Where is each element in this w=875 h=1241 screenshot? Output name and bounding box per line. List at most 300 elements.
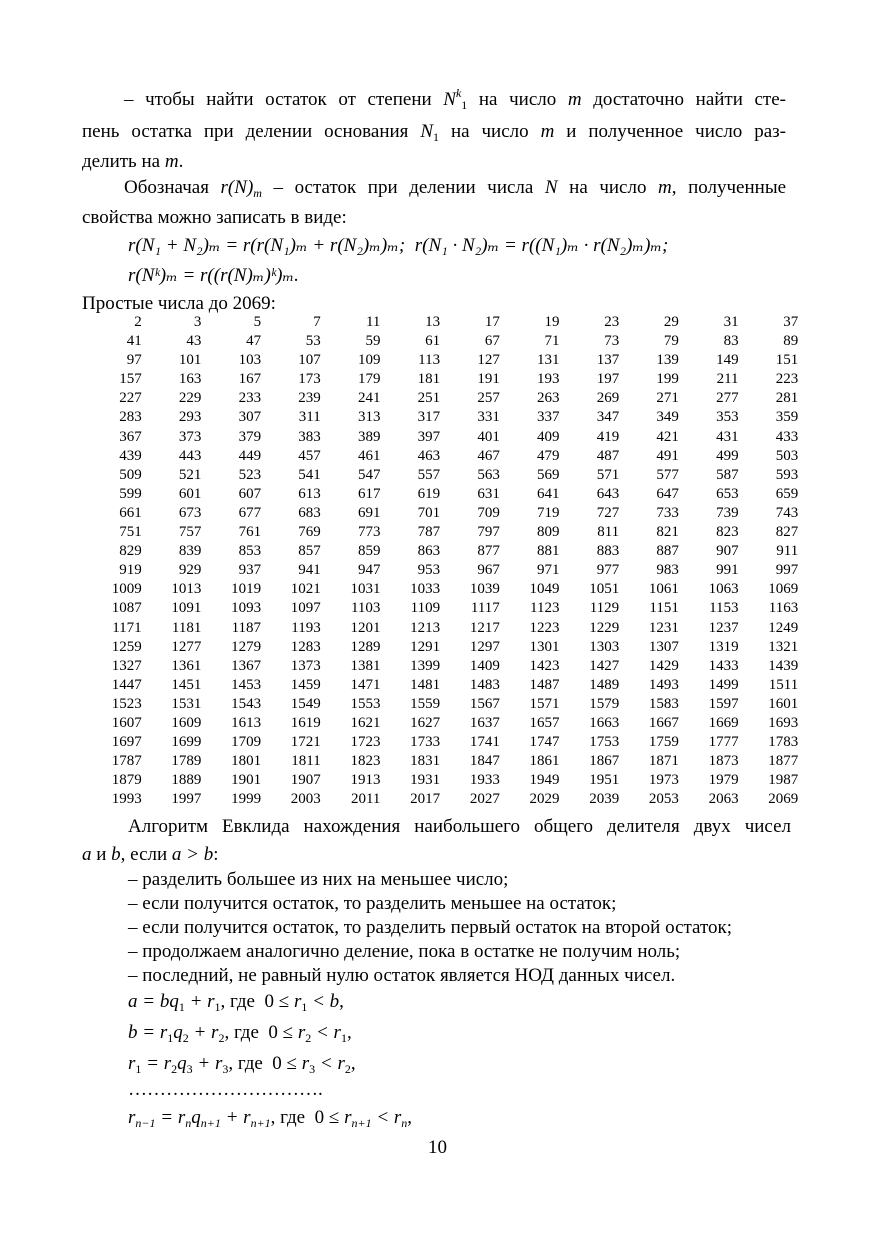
- prime-cell: 547: [357, 466, 381, 483]
- prime-cell: 241: [357, 390, 381, 407]
- prime-cell: 383: [298, 428, 321, 445]
- prime-cell: 127: [477, 352, 500, 369]
- prime-cell: 1619: [290, 714, 321, 731]
- prime-cell: 1063: [708, 581, 739, 598]
- prime-cell: 11: [365, 314, 381, 330]
- prime-cell: 1567: [469, 695, 500, 712]
- prime-cell: 89: [783, 333, 799, 350]
- prime-cell: 1283: [290, 638, 321, 655]
- prime-cell: 1979: [708, 772, 739, 789]
- prime-cell: 1429: [648, 657, 679, 674]
- prime-cell: 1951: [589, 772, 620, 789]
- primes-row: [82, 332, 798, 351]
- primes-row: [82, 714, 798, 733]
- text-line: [128, 815, 791, 839]
- primes-row: [82, 466, 798, 485]
- prime-cell: 199: [656, 371, 679, 388]
- formula-1: [128, 234, 668, 258]
- prime-cell: 727: [596, 504, 620, 521]
- prime-cell: 1873: [708, 753, 739, 770]
- prime-cell: 1583: [648, 695, 679, 712]
- prime-cell: 1087: [111, 600, 142, 617]
- prime-cell: 743: [775, 504, 799, 521]
- text-span: где: [237, 1053, 263, 1074]
- algorithm-step: [128, 892, 616, 916]
- prime-cell: 191: [477, 371, 500, 388]
- prime-cell: 173: [298, 371, 321, 388]
- prime-cell: 1321: [768, 638, 799, 655]
- prime-cell: 919: [119, 562, 142, 579]
- prime-cell: 1543: [231, 695, 262, 712]
- prime-cell: 1291: [410, 638, 441, 655]
- prime-cell: 71: [544, 333, 560, 350]
- prime-cell: 757: [178, 524, 202, 541]
- primes-row: [82, 485, 798, 504]
- prime-cell: 541: [298, 466, 321, 483]
- prime-cell: 181: [417, 371, 441, 388]
- primes-row: [82, 599, 798, 618]
- prime-cell: 1231: [648, 619, 679, 636]
- text-span: ………………………….: [128, 1079, 323, 1100]
- prime-cell: 349: [656, 409, 679, 426]
- prime-cell: 2003: [290, 791, 321, 808]
- prime-cell: 1439: [768, 657, 799, 674]
- prime-cell: 1453: [231, 676, 262, 693]
- prime-cell: 2011: [350, 791, 381, 808]
- prime-cell: 1699: [171, 734, 202, 751]
- prime-cell: 673: [178, 504, 202, 521]
- prime-cell: 853: [238, 543, 262, 560]
- prime-cell: 1019: [231, 581, 262, 598]
- text-span: – остаток при делении числа: [273, 177, 534, 198]
- prime-cell: 1109: [410, 600, 441, 617]
- text-span: Алгоритм Евклида нахождения наибольшего общего делителя двух чисел: [128, 816, 791, 837]
- prime-cell: 223: [775, 371, 799, 388]
- prime-cell: 1471: [350, 676, 381, 693]
- prime-cell: 2053: [648, 791, 679, 808]
- prime-cell: 877: [477, 543, 500, 560]
- prime-cell: 59: [365, 333, 381, 350]
- prime-cell: 1451: [171, 676, 202, 693]
- euclid-formula-1: $a = bq_1 + r_1$, где $0 \le r_1 < b$,: [128, 991, 344, 1014]
- prime-cell: 883: [596, 543, 620, 560]
- prime-cell: 311: [298, 409, 321, 426]
- prime-cell: 827: [775, 524, 799, 541]
- prime-cell: 457: [298, 447, 321, 464]
- prime-cell: 953: [417, 562, 441, 579]
- prime-cell: 313: [357, 409, 381, 426]
- prime-cell: 1123: [530, 600, 560, 617]
- prime-cell: 239: [298, 390, 321, 407]
- prime-cell: 229: [178, 390, 202, 407]
- primes-row: [82, 561, 798, 580]
- prime-cell: 443: [178, 447, 202, 464]
- prime-cell: 467: [477, 447, 500, 464]
- prime-cell: 401: [477, 428, 500, 445]
- formula-power: r(Nᵏ)ₘ = r((r(N)ₘ)ᵏ)ₘ.: [128, 265, 299, 286]
- prime-cell: 1217: [469, 619, 500, 636]
- primes-row: [82, 428, 798, 447]
- prime-cell: 863: [417, 543, 441, 560]
- text-span: – разделить большее из них на меньшее число;: [128, 869, 509, 890]
- prime-cell: 1499: [708, 676, 739, 693]
- prime-cell: 1303: [589, 638, 620, 655]
- prime-cell: 293: [178, 409, 202, 426]
- prime-cell: 733: [656, 504, 679, 521]
- prime-cell: 2017: [410, 791, 441, 808]
- prime-cell: 577: [656, 466, 679, 483]
- prime-cell: 233: [238, 390, 262, 407]
- prime-cell: 1423: [529, 657, 560, 674]
- prime-cell: 1427: [589, 657, 620, 674]
- text-span: на число: [569, 177, 647, 198]
- prime-cell: 1289: [350, 638, 381, 655]
- prime-cell: 179: [357, 371, 381, 388]
- prime-cell: 3: [193, 314, 202, 330]
- prime-cell: 1597: [708, 695, 739, 712]
- prime-cell: 197: [596, 371, 620, 388]
- prime-cell: 1987: [768, 772, 799, 789]
- math-m: m: [164, 151, 179, 172]
- prime-cell: 47: [246, 333, 262, 350]
- prime-cell: 1759: [648, 734, 679, 751]
- prime-cell: 1999: [231, 791, 262, 808]
- prime-cell: 1879: [111, 772, 142, 789]
- prime-cell: 1789: [171, 753, 202, 770]
- prime-cell: 997: [775, 562, 799, 579]
- prime-cell: 907: [716, 543, 739, 560]
- euclid-formula-2: $b = r_1q_2 + r_2$, где $0 \le r_2 < r_1$,: [128, 1022, 352, 1045]
- prime-cell: 601: [178, 485, 202, 502]
- prime-cell: 1409: [469, 657, 500, 674]
- prime-cell: 523: [238, 466, 262, 483]
- prime-cell: 269: [596, 390, 620, 407]
- primes-row: [82, 619, 798, 638]
- prime-cell: 1877: [768, 753, 799, 770]
- formula-product: r(N₁ · N₂)ₘ = r((N₁)ₘ · r(N₂)ₘ)ₘ;: [414, 235, 669, 256]
- prime-cell: 31: [723, 314, 739, 330]
- prime-cell: 277: [716, 390, 739, 407]
- prime-cell: 1831: [410, 753, 441, 770]
- prime-cell: 1259: [111, 638, 142, 655]
- prime-cell: 2063: [708, 791, 739, 808]
- prime-cell: 2029: [529, 791, 560, 808]
- prime-cell: 19: [544, 314, 560, 330]
- math-a-gt-b: a > b: [171, 844, 214, 865]
- prime-cell: 857: [298, 543, 321, 560]
- prime-cell: 563: [477, 466, 500, 483]
- prime-cell: 1907: [290, 772, 321, 789]
- primes-row: [82, 447, 798, 466]
- prime-cell: 1307: [648, 638, 679, 655]
- primes-row: [82, 733, 798, 752]
- prime-cell: 1097: [290, 600, 321, 617]
- prime-cell: 719: [537, 504, 560, 521]
- prime-cell: 1021: [290, 581, 321, 598]
- prime-cell: 2039: [589, 791, 620, 808]
- prime-cell: 811: [597, 524, 620, 541]
- prime-cell: 1187: [231, 619, 262, 636]
- prime-cell: 1279: [231, 638, 262, 655]
- prime-cell: 2: [134, 314, 142, 330]
- prime-cell: 1061: [648, 581, 679, 598]
- prime-cell: 1579: [589, 695, 620, 712]
- prime-cell: 283: [119, 409, 142, 426]
- prime-cell: 79: [663, 333, 679, 350]
- prime-cell: 1213: [410, 619, 441, 636]
- prime-cell: 1091: [171, 600, 202, 617]
- prime-cell: 1871: [648, 753, 679, 770]
- primes-row: [82, 676, 798, 695]
- prime-cell: 151: [775, 352, 799, 369]
- prime-cell: 1049: [529, 581, 560, 598]
- prime-cell: 1103: [350, 600, 381, 617]
- prime-cell: 107: [298, 352, 321, 369]
- formula-2: [128, 264, 299, 288]
- prime-cell: 947: [357, 562, 381, 579]
- prime-cell: 967: [477, 562, 500, 579]
- text-span: где: [280, 1107, 306, 1128]
- prime-cell: 1237: [708, 619, 739, 636]
- prime-cell: 337: [537, 409, 560, 426]
- primes-row: [82, 638, 798, 657]
- prime-cell: 1229: [589, 619, 620, 636]
- algorithm-step: [128, 916, 732, 940]
- math-m: m: [658, 177, 672, 198]
- prime-cell: 193: [537, 371, 560, 388]
- prime-cell: 617: [357, 485, 381, 502]
- text-line: [82, 843, 219, 867]
- text-span: где: [230, 991, 255, 1012]
- prime-cell: 1361: [171, 657, 202, 674]
- prime-cell: 23: [604, 314, 620, 330]
- prime-cell: 1697: [111, 734, 142, 751]
- prime-cell: 1741: [469, 734, 500, 751]
- prime-cell: 599: [119, 485, 142, 502]
- prime-cell: 1163: [768, 600, 799, 617]
- prime-cell: 83: [723, 333, 739, 350]
- prime-cell: 1523: [111, 695, 142, 712]
- text-span: пень остатка при делении основания: [82, 121, 409, 142]
- prime-cell: 109: [357, 352, 381, 369]
- prime-cell: 359: [775, 409, 799, 426]
- primes-row: [82, 370, 798, 389]
- prime-cell: 1609: [171, 714, 202, 731]
- prime-cell: 307: [238, 409, 262, 426]
- prime-cell: 479: [537, 447, 560, 464]
- formula-sum: r(N₁ + N₂)ₘ = r(r(N₁)ₘ + r(N₂)ₘ)ₘ;: [128, 235, 406, 256]
- text-span: на число: [478, 89, 557, 110]
- prime-cell: 881: [537, 543, 560, 560]
- prime-cell: 1153: [709, 600, 739, 617]
- prime-cell: 1297: [469, 638, 500, 655]
- prime-cell: 1367: [231, 657, 262, 674]
- text-span: Простые числа до 2069:: [82, 293, 276, 314]
- prime-cell: 263: [537, 390, 560, 407]
- prime-cell: 1069: [768, 581, 799, 598]
- prime-cell: 43: [186, 333, 202, 350]
- prime-cell: 653: [716, 485, 739, 502]
- text-line: [82, 150, 183, 174]
- prime-cell: 1571: [529, 695, 560, 712]
- prime-cell: 1483: [469, 676, 500, 693]
- prime-cell: 1721: [290, 734, 321, 751]
- algorithm-step: [128, 868, 508, 892]
- prime-cell: 643: [596, 485, 620, 502]
- prime-cell: 1931: [410, 772, 441, 789]
- prime-cell: 251: [417, 390, 441, 407]
- prime-cell: 421: [656, 428, 679, 445]
- text-span: , полученные: [671, 177, 787, 198]
- prime-cell: 1129: [589, 600, 620, 617]
- prime-cell: 769: [298, 524, 321, 541]
- prime-cell: 227: [119, 390, 142, 407]
- prime-cell: 1117: [470, 600, 500, 617]
- prime-cell: 509: [119, 466, 142, 483]
- prime-cell: 1847: [469, 753, 500, 770]
- prime-cell: 1459: [290, 676, 321, 693]
- prime-cell: 41: [126, 333, 142, 350]
- prime-cell: 499: [716, 447, 739, 464]
- prime-cell: 1549: [290, 695, 321, 712]
- prime-cell: 1657: [529, 714, 560, 731]
- prime-cell: 29: [663, 314, 679, 330]
- prime-cell: 1949: [529, 772, 560, 789]
- prime-cell: 787: [417, 524, 441, 541]
- prime-cell: 1997: [171, 791, 202, 808]
- prime-cell: 97: [126, 352, 142, 369]
- primes-row: [82, 504, 798, 523]
- text-span: .: [178, 151, 184, 172]
- text-span: свойства можно записать в виде:: [82, 207, 347, 228]
- primes-row: [82, 771, 798, 790]
- primes-row: [82, 313, 798, 332]
- prime-cell: 103: [238, 352, 262, 369]
- prime-cell: 593: [775, 466, 799, 483]
- prime-cell: 503: [775, 447, 799, 464]
- algorithm-step: [128, 964, 675, 988]
- prime-cell: 139: [656, 352, 679, 369]
- prime-cell: 977: [596, 562, 620, 579]
- prime-cell: 1723: [350, 734, 381, 751]
- algorithm-step: [128, 940, 680, 964]
- prime-cell: 1637: [469, 714, 500, 731]
- prime-cell: 1663: [589, 714, 620, 731]
- prime-cell: 397: [417, 428, 441, 445]
- prime-cell: 1667: [648, 714, 679, 731]
- prime-cell: 1787: [111, 753, 142, 770]
- prime-cell: 131: [537, 352, 560, 369]
- prime-cell: 1627: [410, 714, 441, 731]
- prime-cell: 1171: [112, 619, 142, 636]
- prime-cell: 367: [119, 428, 142, 445]
- prime-cell: 1249: [768, 619, 799, 636]
- prime-cell: 647: [656, 485, 679, 502]
- prime-cell: 823: [716, 524, 739, 541]
- prime-cell: 101: [178, 352, 202, 369]
- text-span: и полученное число раз-: [566, 121, 787, 142]
- math-m: m: [567, 89, 582, 110]
- math-N1k: $N^k_1$: [443, 86, 468, 112]
- prime-cell: 677: [238, 504, 262, 521]
- primes-row: [82, 389, 798, 408]
- prime-cell: 1493: [648, 676, 679, 693]
- prime-cell: 809: [537, 524, 560, 541]
- prime-cell: 1511: [768, 676, 799, 693]
- text-span: – чтобы найти остаток от степени: [124, 89, 432, 110]
- prime-cell: 1201: [350, 619, 381, 636]
- prime-cell: 281: [775, 390, 799, 407]
- text-line: [82, 206, 347, 230]
- prime-cell: 1777: [708, 734, 739, 751]
- prime-cell: 773: [357, 524, 381, 541]
- prime-cell: 1051: [589, 581, 620, 598]
- prime-cell: 1889: [171, 772, 202, 789]
- prime-cell: 433: [775, 428, 799, 445]
- prime-cell: 1613: [231, 714, 262, 731]
- text-line: [124, 88, 786, 112]
- primes-row: [82, 657, 798, 676]
- prime-cell: 607: [238, 485, 262, 502]
- prime-cell: 691: [357, 504, 381, 521]
- prime-cell: 569: [537, 466, 560, 483]
- primes-row: [82, 695, 798, 714]
- prime-cell: 347: [596, 409, 620, 426]
- prime-cell: 149: [716, 352, 739, 369]
- prime-cell: 463: [417, 447, 441, 464]
- prime-cell: 1327: [111, 657, 142, 674]
- prime-cell: 619: [417, 485, 441, 502]
- prime-cell: 1621: [350, 714, 381, 731]
- text-span: на число: [450, 121, 529, 142]
- prime-cell: 73: [604, 333, 620, 350]
- prime-cell: 709: [477, 504, 500, 521]
- prime-cell: 1447: [111, 676, 142, 693]
- prime-cell: 1867: [589, 753, 620, 770]
- text-span: где: [233, 1022, 259, 1043]
- prime-cell: 449: [238, 447, 262, 464]
- prime-cell: 1399: [410, 657, 441, 674]
- prime-cell: 911: [776, 543, 799, 560]
- primes-row: [82, 523, 798, 542]
- page-number: 10: [428, 1137, 447, 1158]
- math-N: N: [544, 177, 558, 198]
- prime-cell: 1693: [768, 714, 799, 731]
- prime-cell: 587: [716, 466, 739, 483]
- prime-cell: 167: [238, 371, 262, 388]
- prime-cell: 1093: [231, 600, 262, 617]
- prime-cell: 409: [537, 428, 560, 445]
- prime-cell: 317: [417, 409, 441, 426]
- math-a: a: [82, 844, 92, 865]
- prime-cell: 983: [656, 562, 679, 579]
- prime-cell: 389: [357, 428, 381, 445]
- text-span: , если: [120, 844, 168, 865]
- prime-cell: 1489: [589, 676, 620, 693]
- prime-cell: 37: [783, 314, 799, 330]
- prime-cell: 2069: [768, 791, 799, 808]
- prime-cell: 7: [313, 314, 321, 330]
- prime-cell: 431: [716, 428, 739, 445]
- prime-cell: 487: [596, 447, 620, 464]
- prime-cell: 1901: [231, 772, 262, 789]
- prime-cell: 1783: [768, 734, 799, 751]
- prime-cell: 1433: [708, 657, 739, 674]
- math-m: m: [540, 121, 555, 142]
- prime-cell: 353: [716, 409, 739, 426]
- prime-cell: 373: [178, 428, 202, 445]
- prime-cell: 271: [656, 390, 679, 407]
